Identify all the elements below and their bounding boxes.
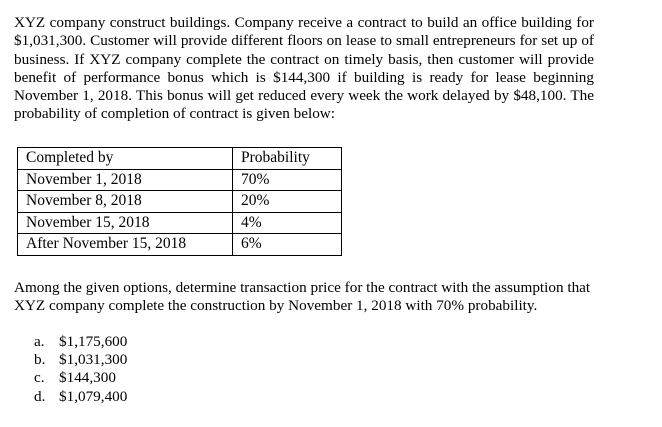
- table-row: [18, 191, 342, 213]
- table-row: [18, 169, 342, 191]
- option-b[interactable]: [34, 351, 127, 369]
- header-probability: Probability: [233, 148, 342, 170]
- option-text: $1,031,300: [59, 351, 128, 369]
- completion-date-cell: November 8, 2018: [18, 191, 233, 213]
- probability-cell: 70%: [233, 169, 342, 191]
- question-paragraph: Among the given options, determine transaction price for the contract with the assumption that XYZ company complete the construction by November 1, 2018 with 70% probability.: [14, 279, 591, 315]
- probability-cell: 20%: [233, 191, 342, 213]
- option-letter: c.: [34, 369, 45, 387]
- probability-table: [17, 147, 342, 256]
- option-text: $1,175,600: [59, 333, 128, 350]
- answer-options: [34, 333, 127, 406]
- table-row: [18, 212, 342, 234]
- table-header-row: [18, 148, 342, 170]
- completion-date-cell: After November 15, 2018: [18, 234, 233, 256]
- option-letter: b.: [34, 351, 46, 369]
- header-completed-by: Completed by: [18, 148, 233, 170]
- probability-cell: 4%: [233, 212, 342, 234]
- option-text: $1,079,400: [59, 387, 128, 405]
- option-c[interactable]: [34, 369, 127, 387]
- option-letter: d.: [34, 387, 46, 405]
- option-a[interactable]: [34, 333, 127, 351]
- probability-cell: 6%: [233, 234, 342, 256]
- table-row: [18, 234, 342, 256]
- option-letter: a.: [34, 333, 45, 350]
- completion-date-cell: November 15, 2018: [18, 212, 233, 234]
- completion-date-cell: November 1, 2018: [18, 169, 233, 191]
- option-text: $144,300: [59, 369, 116, 387]
- intro-paragraph: XYZ company construct buildings. Company receive a contract to build an office building for $1,031,300. Customer will provide different floors on lease to small entrepreneurs for set up of business. If XYZ company complete the contract on timely basis, then customer will provide benefit of performance bonus which is $144,300 if building is ready for lease beginning November 1, 2018. This bonus will get reduced every week the work delayed by $48,100. The probability of completion of contract is given below:: [14, 14, 594, 123]
- option-d[interactable]: [34, 388, 127, 406]
